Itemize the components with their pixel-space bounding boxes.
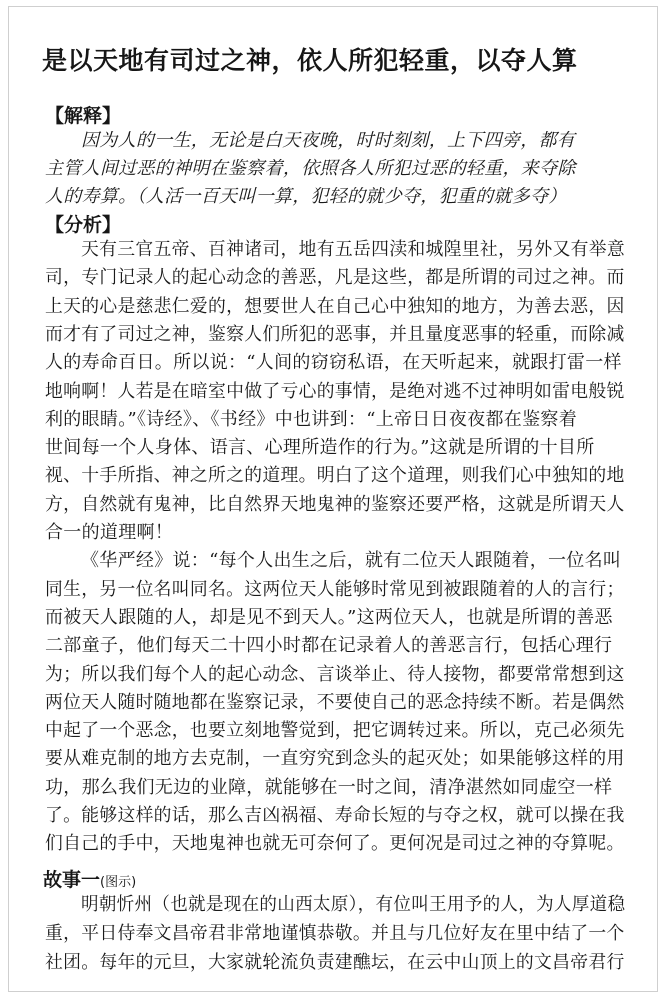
analysis-line: 天有三官五帝、百神诸司，地有五岳四渎和城隍里社，另外又有举意: [81, 239, 625, 260]
analysis-line: 《华严经》说：“每个人出生之后，就有二位天人跟随着，一位名叫: [81, 550, 622, 572]
analysis-line: 为；所以我们每个人的起心动念、言谈举止、待人接物，都要常常想到这: [45, 663, 625, 685]
analysis-line: 们自己的手中，天地鬼神也就无可奈何了。更何况是司过之神的夺算呢。: [45, 833, 625, 855]
analysis-line: 方，自然就有鬼神，比自然界天地鬼神的鉴察还要严格，这就是所谓天人: [45, 493, 625, 515]
analysis-line: 二部童子，他们每天二十四小时都在记录着人的善恶言行，包括心理行: [45, 635, 613, 657]
story-line: 重，平日侍奉文昌帝君非常地谨慎恭敬。并且与几位好友在里中结了一个: [45, 923, 625, 944]
analysis-line: 而被天人跟随的人，却是见不到天人。”这两位天人，也就是所谓的善恶: [45, 606, 613, 628]
analysis-line: 了。能够这样的话，那么吉凶祸福、寿命长短的与夺之权，就可以操在我: [45, 805, 625, 826]
analysis-line: 利的眼睛。”《诗经》、《书经》中也讲到：“上帝日日夜夜都在鉴察着: [45, 408, 578, 430]
analysis-line: 同生，另一位名叫同名。这两位天人能够时常见到被跟随着的人的言行；: [45, 578, 625, 600]
analysis-line: 两位天人随时随地都在鉴察记录，不要使自己的恶念持续不断。若是偶然: [45, 691, 625, 713]
analysis-line: 人的寿命百日。所以说：“人间的窃窃私语，在天听起来，就跟打雷一样: [45, 352, 622, 374]
analysis-line: 上天的心是慈悲仁爱的，想要世人在自己心中独知的地方，为善去恶，因: [45, 295, 625, 317]
analysis-heading: 【分析】: [45, 214, 122, 236]
analysis-line: 中起了一个恶念，也要立刻地警觉到，把它调转过来。所以，克己必须先: [45, 720, 625, 742]
analysis-line: 地响啊！人若是在暗室中做了亏心的事情，是绝对逃不过神明如雷电般锐: [45, 380, 625, 402]
analysis-line: 而才有了司过之神，鉴察人们所犯的恶事，并且量度恶事的轻重，而除减: [45, 323, 625, 345]
page-title: 是以天地有司过之神，依人所犯轻重，以夺人算: [42, 46, 578, 75]
story-heading-note: (图示): [100, 875, 137, 890]
analysis-line: 功，那么我们无边的业障，就能够在一时之间，清净湛然如同虚空一样: [45, 776, 613, 798]
story-heading-text: 故事一: [43, 869, 101, 891]
explanation-line: 主管人间过恶的神明在鉴察着，依照各人所犯过恶的轻重，来夺除: [45, 158, 576, 179]
story-heading: [43, 865, 136, 892]
document-page: [8, 6, 658, 992]
story-line: 明朝忻州（也就是现在的山西太原），有位叫王用予的人，为人厚道稳: [81, 894, 626, 915]
explanation-heading: 【解释】: [45, 105, 122, 127]
analysis-line: 要从难克制的地方去克制，一直穷究到念头的起灭处；如果能够这样的用: [45, 748, 625, 770]
analysis-line: 视、十手所指、神之所之的道理。明白了这个道理，则我们心中独知的地: [45, 465, 625, 487]
story-line: 社团。每年的元旦，大家就轮流负责建醮坛，在云中山顶上的文昌帝君行: [45, 952, 625, 973]
analysis-line: 世间每一个人身体、语言、心理所造作的行为。”这就是所谓的十目所: [45, 437, 595, 459]
explanation-line: 人的寿算。（人活一百天叫一算，犯轻的就少夺，犯重的就多夺）: [45, 186, 567, 207]
explanation-line: 因为人的一生，无论是白天夜晚，时时刻刻，上下四旁，都有: [81, 130, 576, 151]
analysis-line: 司，专门记录人的起心动念的善恶，凡是这些，都是所谓的司过之神。而: [45, 267, 625, 289]
analysis-line: 合一的道理啊！: [45, 522, 174, 543]
